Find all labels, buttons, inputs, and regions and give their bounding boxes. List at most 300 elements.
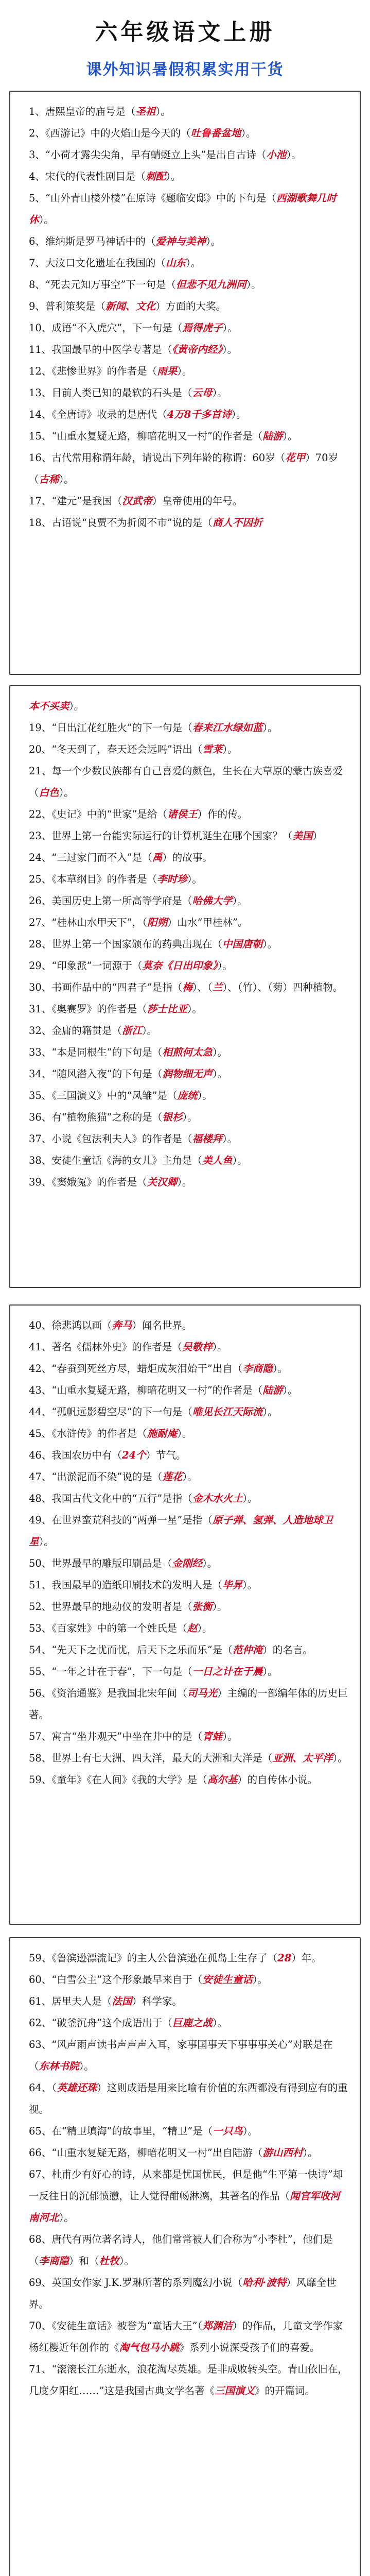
quiz-item bbox=[29, 1085, 348, 1107]
question-text: 3、“小荷才露尖尖角，早有蜻蜓立上头”是出自古诗（ bbox=[29, 149, 267, 161]
question-text: ）。 bbox=[177, 1428, 192, 1439]
question-text: 51、我国最早的造纸印刷技术的发明人是（ bbox=[29, 1579, 222, 1591]
question-text: 19、“日出江花红胜火”的下一句是（ bbox=[29, 722, 192, 734]
question-text: ）。 bbox=[79, 2060, 94, 2072]
quiz-item bbox=[29, 1445, 348, 1466]
answer-text: 山东 bbox=[165, 257, 186, 269]
question-text: ）。 bbox=[222, 322, 238, 334]
page-title: 六年级语文上册 bbox=[95, 19, 275, 45]
question-text: ）。 bbox=[182, 1471, 198, 1483]
question-text: ）。 bbox=[182, 1111, 198, 1123]
quiz-item bbox=[29, 447, 348, 490]
answer-text: 莎士比亚 bbox=[147, 1003, 187, 1015]
question-text: 4、宋代的代表性剧目是（ bbox=[29, 171, 146, 182]
quiz-item bbox=[29, 317, 348, 339]
question-text: 9、普利策奖是（ bbox=[29, 300, 105, 312]
question-text: ）。 bbox=[155, 106, 171, 117]
quiz-item bbox=[29, 1466, 348, 1488]
question-text: 24、“三过家门而不入”是（ bbox=[29, 852, 152, 863]
question-text: ）科学家。 bbox=[132, 1995, 182, 2007]
quiz-item bbox=[29, 1748, 348, 1769]
quiz-item bbox=[29, 231, 348, 252]
question-text: ）。 bbox=[232, 895, 248, 907]
quiz-item bbox=[29, 2229, 348, 2272]
question-text: ）。 bbox=[231, 409, 246, 420]
answer-text: 相煎何太急 bbox=[162, 1046, 213, 1058]
question-text: ）和（ bbox=[69, 2255, 99, 2267]
quiz-item bbox=[29, 2142, 348, 2164]
answer-text: 一只鸟 bbox=[213, 2125, 243, 2137]
question-text: ）。 bbox=[202, 1557, 218, 1569]
answer-text: 润物细无声 bbox=[162, 1068, 213, 1080]
answer-text: 范仲淹 bbox=[232, 1644, 263, 1656]
question-text: ）。 bbox=[212, 2017, 228, 2029]
answer-text: 商人不因折 bbox=[212, 517, 263, 529]
question-text: 67、杜甫少有好心的诗，从来都是忧国忧民，但是他“生平第一快诗”却一反往日的沉郁愤懑，让人觉得酣畅淋漓，其著名的作品（ bbox=[29, 2168, 343, 2202]
question-text: ）。 bbox=[283, 430, 298, 442]
question-text: ）、（竹）、（菊）四种植物。 bbox=[222, 981, 343, 993]
question-text: 65、在“精卫填海”的故事里，“精卫”是（ bbox=[29, 2125, 213, 2137]
quiz-item bbox=[29, 1510, 348, 1553]
question-text: 63、“风声雨声读书声声声入耳，家事国事天下事事事关心”对联是在（ bbox=[29, 2039, 333, 2072]
quiz-item bbox=[29, 1969, 348, 1991]
question-text: ）。 bbox=[69, 700, 84, 712]
question-text: 61、居里夫人是（ bbox=[29, 1995, 112, 2007]
question-text: 29、“印象派”一词源于（ bbox=[29, 960, 143, 972]
quiz-item bbox=[29, 1488, 348, 1510]
question-text: ）主编的一部编年体的历史巨著。 bbox=[29, 1687, 348, 1721]
answer-text: 哈利·波特 bbox=[242, 2277, 287, 2289]
question-text: ）的作品，儿童文学作家杨红樱近年创作的《 bbox=[29, 2320, 343, 2353]
question-text: ）的自传体小说。 bbox=[237, 1774, 318, 1786]
question-text: 2、《西游记》中的火焰山是今天的（ bbox=[29, 127, 191, 139]
question-text: 52、世界最早的地动仪的发明者是（ bbox=[29, 1601, 192, 1613]
question-text: ）。 bbox=[187, 1003, 202, 1015]
quiz-item bbox=[29, 977, 348, 998]
question-text: ）。 bbox=[142, 1025, 157, 1037]
quiz-item bbox=[29, 760, 348, 804]
question-text: 36、有“植物熊猫”之称的是（ bbox=[29, 1111, 163, 1123]
answer-text: 中国唐朝 bbox=[222, 938, 262, 950]
answer-text: 浙江 bbox=[121, 1025, 142, 1037]
answer-text: 小池 bbox=[266, 149, 287, 161]
quiz-item bbox=[29, 1042, 348, 1063]
question-text: ）。 bbox=[185, 257, 201, 269]
answer-text: 吐鲁番盆地 bbox=[190, 127, 241, 139]
question-text: 30、书画作品中的“四君子”是指（ bbox=[29, 981, 183, 993]
question-text: 20、“冬天到了，春天还会远吗”语出（ bbox=[29, 743, 203, 755]
question-text: 15、“山重水复疑无路，柳暗花明又一村”的作者是（ bbox=[29, 430, 263, 442]
answer-text: 关汉卿 bbox=[147, 1176, 178, 1188]
answer-text: 青蛙 bbox=[202, 1731, 223, 1742]
answer-text: 高尔基 bbox=[207, 1774, 238, 1786]
question-text: ）。 bbox=[197, 1090, 213, 1101]
answer-text: 爱神与美神 bbox=[155, 235, 206, 247]
answer-text: 美人鱼 bbox=[202, 1155, 233, 1166]
quiz-item bbox=[29, 1639, 348, 1661]
question-text: ）风靡全世界。 bbox=[29, 2277, 337, 2310]
question-text: 18、古语说“良贾不为折阅不市”说的是（ bbox=[29, 517, 213, 529]
quiz-item bbox=[29, 1401, 348, 1423]
answer-text: 张衡 bbox=[192, 1601, 213, 1613]
quiz-item bbox=[29, 696, 348, 717]
question-text: ）节气。 bbox=[146, 1449, 186, 1461]
question-text: 28、世界上第一个国家颁布的药典出现在（ bbox=[29, 938, 222, 950]
quiz-item bbox=[29, 2315, 348, 2359]
question-text: 49、在世界蛮荒科技的“两弹一星”是指（ bbox=[29, 1514, 213, 1526]
question-text: 59、《鲁滨逊漂流记》的主人公鲁滨逊在孤岛上生存了（ bbox=[29, 1952, 278, 1964]
question-text: ）山水“甲桂林”。 bbox=[167, 917, 248, 928]
answer-text: 兰 bbox=[212, 981, 223, 993]
question-text: ）。 bbox=[119, 2255, 134, 2267]
question-text: ）。 bbox=[212, 1601, 227, 1613]
answer-text: 圣祖 bbox=[135, 106, 156, 117]
answer-text: 花甲 bbox=[285, 452, 306, 464]
question-text: ）70岁（ bbox=[29, 452, 338, 485]
question-text: 16、古代常用称谓年龄，请说出下列年龄的称谓：60岁（ bbox=[29, 452, 286, 464]
answer-text: 刺配 bbox=[145, 171, 166, 182]
question-text: 35、《三国演义》中的“凤雏”是（ bbox=[29, 1090, 178, 1101]
question-text: ）。 bbox=[222, 1133, 238, 1145]
quiz-item bbox=[29, 1315, 348, 1336]
answer-text: 古稀 bbox=[39, 473, 59, 485]
question-text: 47、“出淤泥而不染”说的是（ bbox=[29, 1471, 163, 1483]
quiz-item bbox=[29, 1020, 348, 1042]
question-text: ）。 bbox=[222, 1731, 238, 1742]
question-text: 21、每一个少数民族都有自己喜爱的颜色，生长在大草原的蒙古族喜爱（ bbox=[29, 765, 343, 799]
answer-text: 原子弹、氢弹、人造地球卫星 bbox=[29, 1514, 333, 1548]
question-text: 69、英国女作家 J.K.罗琳所著的系列魔幻小说（ bbox=[29, 2277, 243, 2289]
quiz-item bbox=[29, 804, 348, 825]
answer-text: 闻官军收河南河北 bbox=[29, 2190, 340, 2224]
answer-text: 李时珍 bbox=[157, 873, 187, 885]
question-text: ）。 bbox=[212, 1046, 228, 1058]
quiz-item bbox=[29, 426, 348, 447]
question-text: 10、成语“不入虎穴”，下一句是（ bbox=[29, 322, 183, 334]
quiz-card-3 bbox=[9, 1304, 361, 1925]
quiz-item bbox=[29, 1596, 348, 1618]
question-text: 57、寓言“坐井观天”中坐在井中的是（ bbox=[29, 1731, 203, 1742]
question-text: ）皇帝使用的年号。 bbox=[152, 495, 243, 507]
answer-text: 诸侯王 bbox=[167, 808, 198, 820]
question-text: 6、维纳斯是罗马神话中的（ bbox=[29, 235, 156, 247]
question-text: 8、“死去元知万事空”下一句是（ bbox=[29, 279, 176, 291]
question-text: 39、《窦娥冤》的作者是（ bbox=[29, 1176, 147, 1188]
quiz-item bbox=[29, 1661, 348, 1683]
question-text: ）。 bbox=[262, 1406, 278, 1418]
answer-text: 西湖歌舞几时休 bbox=[29, 192, 337, 226]
answer-text: 金木水火土 bbox=[192, 1493, 243, 1504]
quiz-item bbox=[29, 339, 348, 361]
quiz-item bbox=[29, 2359, 348, 2402]
question-text: 34、“随风潜入夜”的下句是（ bbox=[29, 1068, 163, 1080]
question-text: ）。 bbox=[246, 279, 261, 291]
question-text: ）。 bbox=[252, 1974, 268, 1986]
quiz-item bbox=[29, 1683, 348, 1726]
answer-text: 安徒生童话 bbox=[202, 1974, 253, 1986]
question-text: ）。 bbox=[222, 743, 238, 755]
quiz-item bbox=[29, 252, 348, 274]
answer-text: 李商隐 bbox=[39, 2255, 69, 2267]
question-text: ）。 bbox=[242, 1493, 258, 1504]
question-text: 》系列小说深受孩子们的喜爱。 bbox=[179, 2342, 320, 2353]
quiz-item bbox=[29, 1172, 348, 1193]
question-text: 33、“本是同根生”的下句是（ bbox=[29, 1046, 163, 1058]
answer-text: 《黄帝内经》 bbox=[172, 344, 222, 355]
quiz-item bbox=[29, 404, 348, 426]
quiz-item bbox=[29, 1423, 348, 1445]
quiz-item bbox=[29, 123, 348, 144]
question-text: ）。 bbox=[241, 127, 256, 139]
quiz-item bbox=[29, 2272, 348, 2315]
quiz-item bbox=[29, 998, 348, 1020]
answer-text: 陆游 bbox=[262, 1384, 283, 1396]
answer-text: 雪莱 bbox=[202, 743, 223, 755]
question-text: 25、《本草纲目》的作者是（ bbox=[29, 873, 157, 885]
quiz-item bbox=[29, 2034, 348, 2077]
question-text: ）。 bbox=[59, 787, 74, 799]
quiz-item bbox=[29, 1769, 348, 1791]
question-text: ）。 bbox=[283, 1384, 298, 1396]
answer-text: 阳朔 bbox=[147, 917, 168, 928]
question-text: 23、世界上第一台能实际运行的计算机诞生在哪个国家？（ bbox=[29, 830, 293, 842]
quiz-item bbox=[29, 512, 348, 534]
question-text: ）。 bbox=[262, 938, 278, 950]
question-text: 58、世界上有七大洲、四大洋，最大的大洲和大洋是（ bbox=[29, 1752, 273, 1764]
question-text: ）。 bbox=[232, 1155, 248, 1166]
question-text: 1、唐熙皇帝的庙号是（ bbox=[29, 106, 136, 117]
question-text: ）。 bbox=[59, 473, 74, 485]
question-text: 26、美国历史上第一所高等学府是（ bbox=[29, 895, 192, 907]
quiz-item bbox=[29, 101, 348, 123]
answer-text: 李商隐 bbox=[242, 1363, 273, 1375]
question-text: ）的故事。 bbox=[162, 852, 213, 863]
answer-text: 4万8千多首诗 bbox=[167, 409, 232, 420]
answer-text: 春来江水绿如蓝 bbox=[192, 722, 263, 734]
quiz-card-1 bbox=[9, 91, 361, 675]
answer-text: 一日之计在于晨 bbox=[192, 1666, 263, 1677]
answer-text: 白色 bbox=[39, 787, 59, 799]
question-text: 27、“桂林山水甲天下”，（ bbox=[29, 917, 148, 928]
question-text: ）。 bbox=[177, 365, 192, 377]
answer-text: 汉武帝 bbox=[122, 495, 152, 507]
quiz-item bbox=[29, 361, 348, 382]
answer-text: 陆游 bbox=[262, 430, 283, 442]
answer-text: 亚洲、太平洋 bbox=[272, 1752, 333, 1764]
answer-text: 施耐庵 bbox=[147, 1428, 178, 1439]
answer-text: 云母 bbox=[192, 387, 213, 399]
answer-text: 庞统 bbox=[177, 1090, 198, 1101]
quiz-item bbox=[29, 739, 348, 760]
answer-text: 24个 bbox=[121, 1449, 146, 1461]
quiz-item bbox=[29, 1947, 348, 1969]
quiz-item bbox=[29, 144, 348, 166]
question-text: 11、我国最早的中医学专著是（ bbox=[29, 344, 172, 355]
quiz-item bbox=[29, 869, 348, 890]
quiz-item bbox=[29, 166, 348, 188]
question-text: 31、《奥赛罗》的作者是（ bbox=[29, 1003, 147, 1015]
question-text: ）。 bbox=[217, 960, 233, 972]
question-text: 22、《史记》中的“世家”是给（ bbox=[29, 808, 168, 820]
quiz-card-4 bbox=[9, 1937, 361, 2576]
answer-text: 但悲不见九洲同 bbox=[175, 279, 246, 291]
question-text: ）。 bbox=[262, 722, 278, 734]
answer-text: 三国演义 bbox=[214, 2385, 255, 2397]
answer-text: 禹 bbox=[152, 852, 163, 863]
quiz-item bbox=[29, 382, 348, 404]
quiz-item bbox=[29, 1553, 348, 1574]
answer-text: 焉得虎子 bbox=[182, 322, 223, 334]
quiz-item bbox=[29, 490, 348, 512]
question-text: ）。 bbox=[303, 2147, 318, 2159]
question-text: ）。 bbox=[242, 2125, 258, 2137]
question-text: 43、“山重水复疑无路，柳暗花明又一村”的作者是（ bbox=[29, 1384, 263, 1396]
question-text: ）。 bbox=[242, 1579, 258, 1591]
question-text: ）作的传。 bbox=[197, 808, 248, 820]
answer-text: 奔马 bbox=[112, 1319, 132, 1331]
question-text: 12、《悲惨世界》的作者是（ bbox=[29, 365, 157, 377]
question-text: 14、《全唐诗》收录的是唐代（ bbox=[29, 409, 167, 420]
question-text: 50、世界最早的雕版印刷品是（ bbox=[29, 1557, 172, 1569]
answer-text: 莫奈《日出印象》 bbox=[142, 960, 218, 972]
question-text: 13、目前人类已知的最软的石头是（ bbox=[29, 387, 192, 399]
quiz-item bbox=[29, 912, 348, 934]
question-text: 71、“滚滚长江东逝水，浪花淘尽英雄。是非成败转头空。青山依旧在，几度夕阳红……”这是我国古典文学名著《 bbox=[29, 2363, 348, 2397]
question-text: 32、金庸的籍贯是（ bbox=[29, 1025, 122, 1037]
quiz-item bbox=[29, 296, 348, 317]
question-text: ）。 bbox=[262, 1666, 278, 1677]
answer-text: 英雄还珠 bbox=[57, 2082, 97, 2094]
question-text: ）。 bbox=[177, 1176, 192, 1188]
question-text: ）。 bbox=[212, 387, 227, 399]
question-text: 54、“先天下之忧而忧，后天下之乐而乐”是（ bbox=[29, 1644, 233, 1656]
quiz-item bbox=[29, 274, 348, 296]
question-text: 64、（ bbox=[29, 2082, 57, 2094]
question-text: 70、《安徒生童话》被誉为“童话大王”（ bbox=[29, 2320, 203, 2332]
answer-text: 吴敬梓 bbox=[182, 1341, 213, 1353]
answer-text: 金刚经 bbox=[172, 1557, 202, 1569]
answer-text: 游山西村 bbox=[262, 2147, 303, 2159]
quiz-item bbox=[29, 1618, 348, 1639]
quiz-item bbox=[29, 1150, 348, 1172]
question-text: ）。 bbox=[197, 1622, 213, 1634]
quiz-item bbox=[29, 188, 348, 231]
question-text: ）、（ bbox=[192, 981, 213, 993]
question-text: ）。 bbox=[212, 1068, 228, 1080]
question-text: ）。 bbox=[222, 344, 238, 355]
question-text: ）。 bbox=[332, 1752, 348, 1764]
question-text: 66、“山重水复疑无路，柳暗花明又一村”出自陆游（ bbox=[29, 2147, 263, 2159]
quiz-item bbox=[29, 1991, 348, 2012]
question-text: 42、“春蚕到死丝方尽，蜡炬成灰泪始干”出自（ bbox=[29, 1363, 243, 1375]
question-text: ）。 bbox=[39, 214, 54, 226]
quiz-item bbox=[29, 2121, 348, 2142]
question-text: ）。 bbox=[187, 873, 202, 885]
quiz-item bbox=[29, 1726, 348, 1748]
quiz-item bbox=[29, 1380, 348, 1401]
question-text: ）。 bbox=[165, 171, 181, 182]
answer-text: 银杉 bbox=[162, 1111, 183, 1123]
question-text: ）方面的大奖。 bbox=[155, 300, 226, 312]
question-text: ）。 bbox=[286, 149, 302, 161]
header bbox=[0, 0, 370, 88]
quiz-item bbox=[29, 1574, 348, 1596]
question-text: 17、“建元”是我国（ bbox=[29, 495, 122, 507]
answer-text: 毕昇 bbox=[222, 1579, 242, 1591]
question-text: ）。 bbox=[272, 1363, 288, 1375]
answer-text: 赵 bbox=[187, 1622, 198, 1634]
question-text: 48、我国古代文化中的“五行”是指（ bbox=[29, 1493, 192, 1504]
quiz-item bbox=[29, 1128, 348, 1150]
quiz-item bbox=[29, 1107, 348, 1128]
question-text: 》的开篇词。 bbox=[255, 2385, 315, 2397]
question-text: 68、唐代有两位著名诗人，他们常常被人们合称为“小李杜”，他们是（ bbox=[29, 2233, 333, 2267]
question-text: ）。 bbox=[205, 235, 221, 247]
question-text: 56、《资治通鉴》是我国北宋年间（ bbox=[29, 1687, 187, 1699]
quiz-card-2 bbox=[9, 685, 361, 1288]
question-text: ）年。 bbox=[291, 1952, 322, 1964]
quiz-item bbox=[29, 825, 348, 847]
question-text: ）的名言。 bbox=[262, 1644, 313, 1656]
question-text: 7、大汶口文化遗址在我国的（ bbox=[29, 257, 166, 269]
quiz-item bbox=[29, 2164, 348, 2229]
quiz-item bbox=[29, 2012, 348, 2034]
question-text: 41、著名《儒林外史》的作者是（ bbox=[29, 1341, 182, 1353]
quiz-item bbox=[29, 2077, 348, 2121]
question-text: 55、“一年之计在于春”，下一句是（ bbox=[29, 1666, 192, 1677]
question-text: 38、安徒生童话《海的女儿》主角是（ bbox=[29, 1155, 202, 1166]
question-text: ）。 bbox=[212, 1341, 227, 1353]
answer-text: 本不买卖 bbox=[29, 700, 69, 712]
question-text: 37、小说《包法利夫人》的作者是（ bbox=[29, 1133, 192, 1145]
question-text: ）。 bbox=[39, 1536, 54, 1548]
answer-text: 杜牧 bbox=[99, 2255, 119, 2267]
answer-text: 唯见长江天际流 bbox=[192, 1406, 263, 1418]
question-text: 59、《童年》《在人间》《我的大学》是（ bbox=[29, 1774, 207, 1786]
quiz-item bbox=[29, 890, 348, 912]
answer-text: 哈佛大学 bbox=[192, 895, 233, 907]
question-text: ） bbox=[312, 830, 323, 842]
answer-text: 巨鹿之战 bbox=[172, 2017, 213, 2029]
answer-text: 东林书院 bbox=[39, 2060, 79, 2072]
answer-text: 司马光 bbox=[187, 1687, 218, 1699]
question-text: ）这则成语是用来比喻有价值的东西都没有得到应有的重视。 bbox=[29, 2082, 348, 2115]
question-text: 53、《百家姓》中的第一个姓氏是（ bbox=[29, 1622, 187, 1634]
answer-text: 新闻、文化 bbox=[105, 300, 156, 312]
quiz-item bbox=[29, 1336, 348, 1358]
quiz-item bbox=[29, 1063, 348, 1085]
question-text: 45、《水浒传》的作者是（ bbox=[29, 1428, 147, 1439]
answer-text: 美国 bbox=[292, 830, 313, 842]
answer-text: 法国 bbox=[112, 1995, 132, 2007]
question-text: ）闻名世界。 bbox=[132, 1319, 192, 1331]
answer-text: 雨果 bbox=[157, 365, 178, 377]
question-text: 5、“山外青山楼外楼”在原诗《题临安邸》中的下句是（ bbox=[29, 192, 276, 204]
answer-text: 28 bbox=[277, 1952, 292, 1964]
quiz-item bbox=[29, 847, 348, 869]
question-text: ）。 bbox=[59, 2212, 74, 2224]
quiz-item bbox=[29, 717, 348, 739]
answer-text: 福楼拜 bbox=[192, 1133, 222, 1145]
question-text: 40、徐悲鸿以画（ bbox=[29, 1319, 112, 1331]
quiz-item bbox=[29, 955, 348, 977]
quiz-item bbox=[29, 1358, 348, 1380]
question-text: 46、我国农历中有（ bbox=[29, 1449, 122, 1461]
page-subtitle: 课外知识暑假积累实用干货 bbox=[86, 61, 284, 79]
answer-text: 莲花 bbox=[162, 1471, 183, 1483]
question-text: 62、“破釜沉舟”这个成语出于（ bbox=[29, 2017, 172, 2029]
answer-text: 淘气包马小跳 bbox=[119, 2342, 180, 2353]
